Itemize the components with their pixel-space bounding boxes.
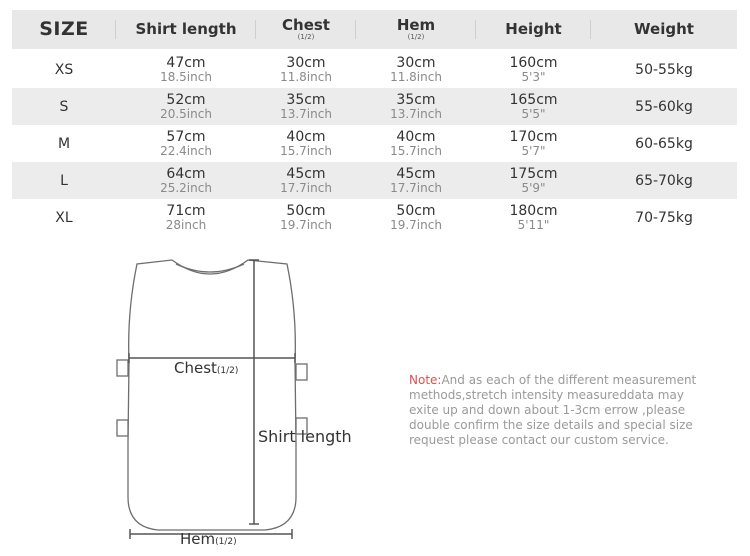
right-side-tab-top [296, 364, 307, 380]
header-chest [256, 10, 356, 49]
table-row [12, 88, 737, 125]
vest-outline [128, 260, 296, 530]
cell-weight: 55-60kg [635, 98, 693, 115]
cell-height-ft: 5'5" [521, 107, 546, 121]
header-hem-label: Hem [396, 16, 436, 34]
chest-label-sub: (1/2) [216, 366, 239, 376]
cell-height-cm: 170cm [509, 129, 558, 145]
cell-weight: 50-55kg [635, 61, 693, 78]
header-chest-label: Chest [282, 16, 330, 34]
cell-chest-in: 13.7inch [280, 107, 332, 121]
cell-hem-in: 19.7inch [390, 218, 442, 232]
vest-diagram [100, 252, 370, 552]
hem-label-sub: (1/2) [215, 537, 237, 547]
cell-size: L [60, 172, 68, 189]
hem-label-text: Hem [180, 530, 216, 548]
header-weight-label: Weight [634, 20, 694, 38]
cell-size: S [59, 98, 69, 115]
cell-length-in: 28inch [165, 218, 207, 232]
cell-length-in: 22.4inch [160, 144, 212, 158]
cell-chest-cm: 30cm [286, 55, 326, 71]
cell-chest-cm: 40cm [286, 129, 326, 145]
cell-hem-cm: 35cm [396, 92, 436, 108]
cell-height-cm: 180cm [509, 203, 558, 219]
chest-diagram-label [174, 359, 238, 377]
cell-height-ft: 5'9" [521, 181, 546, 195]
cell-length-in: 18.5inch [160, 70, 212, 84]
cell-hem-in: 13.7inch [390, 107, 442, 121]
measurement-note [409, 373, 709, 448]
cell-length-cm: 47cm [166, 55, 206, 71]
cell-chest-cm: 35cm [286, 92, 326, 108]
size-chart-table [12, 10, 737, 236]
note-text: And as each of the different measurement methods,stretch intensity measureddata may exite up and down about 1-3cm errow ,please double confirm the size details and special size request please contact our custom service. [409, 373, 697, 447]
cell-weight: 70-75kg [635, 209, 693, 226]
cell-height-ft: 5'3" [521, 70, 546, 84]
header-hem-sub: (1/2) [407, 33, 425, 41]
cell-length-cm: 71cm [166, 203, 206, 219]
note-prefix: Note: [409, 373, 442, 387]
cell-length-cm: 52cm [166, 92, 206, 108]
table-row [12, 162, 737, 199]
chest-label-text: Chest [174, 359, 217, 377]
cell-height-ft: 5'11" [517, 218, 550, 232]
cell-height-ft: 5'7" [521, 144, 546, 158]
table-row [12, 199, 737, 236]
cell-height-cm: 175cm [509, 166, 558, 182]
cell-size: XS [54, 61, 74, 78]
cell-hem-cm: 40cm [396, 129, 436, 145]
cell-hem-in: 11.8inch [390, 70, 442, 84]
cell-size: M [57, 135, 71, 152]
cell-hem-cm: 30cm [396, 55, 436, 71]
cell-hem-cm: 50cm [396, 203, 436, 219]
table-header-row [12, 10, 737, 49]
cell-length-cm: 64cm [166, 166, 206, 182]
shirt-length-diagram-label: Shirt length [258, 427, 352, 446]
cell-weight: 60-65kg [635, 135, 693, 152]
cell-hem-in: 17.7inch [390, 181, 442, 195]
header-size-label: SIZE [39, 18, 89, 40]
cell-chest-in: 17.7inch [280, 181, 332, 195]
header-shirt-length [116, 10, 256, 49]
cell-length-cm: 57cm [166, 129, 206, 145]
header-chest-sub: (1/2) [297, 33, 315, 41]
cell-height-cm: 165cm [509, 92, 558, 108]
cell-weight: 65-70kg [635, 172, 693, 189]
table-row [12, 125, 737, 162]
cell-size: XL [55, 209, 73, 226]
header-weight [591, 10, 737, 49]
cell-chest-in: 19.7inch [280, 218, 332, 232]
left-side-tab-top [117, 360, 128, 376]
cell-length-in: 25.2inch [160, 181, 212, 195]
table-row [12, 51, 737, 88]
header-height [476, 10, 591, 49]
hem-diagram-label [180, 530, 237, 548]
cell-chest-in: 15.7inch [280, 144, 332, 158]
cell-length-in: 20.5inch [160, 107, 212, 121]
cell-hem-in: 15.7inch [390, 144, 442, 158]
cell-height-cm: 160cm [509, 55, 558, 71]
left-side-tab-bottom [117, 420, 128, 436]
header-hem [356, 10, 476, 49]
cell-hem-cm: 45cm [396, 166, 436, 182]
cell-chest-cm: 50cm [286, 203, 326, 219]
header-shirt-length-label: Shirt length [135, 20, 237, 38]
vest-neckline [176, 264, 244, 272]
header-height-label: Height [505, 20, 562, 38]
cell-chest-cm: 45cm [286, 166, 326, 182]
header-size [12, 10, 116, 49]
cell-chest-in: 11.8inch [280, 70, 332, 84]
